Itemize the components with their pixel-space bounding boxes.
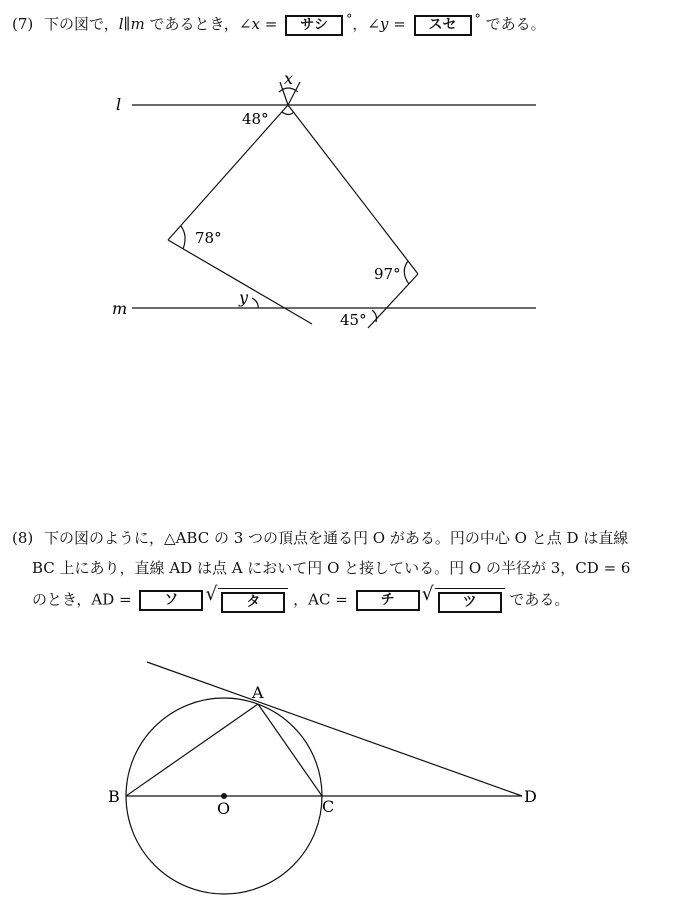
q8-figure: [0, 640, 685, 900]
label-b: B: [108, 787, 120, 806]
label-m: m: [112, 299, 128, 318]
answer-box-suse[interactable]: スセ: [414, 15, 472, 36]
q7-y: y: [379, 15, 389, 33]
q8-line-3: [32, 588, 569, 613]
q7-number: (7): [12, 15, 34, 33]
segment-left-lower: [168, 240, 312, 324]
label-l: l: [116, 95, 122, 114]
segment-ac: [258, 704, 322, 796]
label-y: y: [239, 288, 249, 307]
tangent-ad: [147, 662, 522, 796]
q8-text-2: BC 上にあり，直線 AD は点 A において円 O と接している。円 O の半径が 3，CD = 6: [32, 559, 631, 577]
arc-45: [372, 310, 377, 322]
q7-l: l: [118, 15, 124, 33]
answer-box-sashi[interactable]: サシ: [285, 15, 343, 36]
arc-48: [282, 112, 294, 115]
label-c: C: [322, 797, 335, 816]
label-o: O: [217, 799, 231, 818]
segment-top-left: [168, 105, 288, 240]
q7-text-2: であるとき，∠: [149, 15, 252, 33]
label-97: 97°: [374, 265, 401, 283]
arc-78: [181, 226, 185, 249]
q7-text-4: である。: [485, 15, 546, 33]
label-d: D: [524, 787, 537, 806]
segment-top-right: [288, 105, 418, 274]
q8-line-1: [12, 527, 628, 549]
q8-text-3a: のとき，AD =: [32, 590, 132, 609]
q7-text-3: ，∠: [352, 15, 380, 33]
answer-box-ta[interactable]: タ: [221, 592, 285, 613]
q8-line-2: [32, 557, 630, 579]
label-a: A: [252, 683, 264, 702]
arc-y: [252, 298, 258, 308]
label-45: 45°: [340, 311, 367, 329]
q8-number: (8): [12, 529, 34, 547]
answer-box-so[interactable]: ソ: [139, 590, 203, 611]
label-48: 48°: [242, 110, 269, 128]
segment-ab: [126, 704, 258, 796]
q8-text-3c: である。: [509, 590, 570, 609]
q8-text-3b: ，AC =: [293, 590, 348, 609]
label-x: x: [284, 69, 294, 88]
sqrt-2: [423, 588, 505, 613]
q7-x: x: [251, 15, 260, 33]
q7-parallel: ∥: [123, 15, 131, 33]
q7-eq-1: =: [264, 15, 278, 33]
label-78: 78°: [195, 229, 222, 247]
arc-97: [404, 261, 409, 284]
q8-text-1: 下の図のように，△ABC の 3 つの頂点を通る円 O がある。円の中心 O と点 D は直線: [44, 529, 629, 547]
q7-degree-2: °: [474, 11, 481, 26]
q7-degree-1: °: [346, 11, 353, 26]
answer-box-chi[interactable]: チ: [356, 590, 420, 611]
sqrt-1: [206, 588, 288, 613]
answer-box-tsu[interactable]: ツ: [438, 592, 502, 613]
q7-figure: [0, 60, 685, 410]
q7-text: [12, 8, 546, 36]
q7-text-1: 下の図で，: [44, 15, 119, 33]
q7-m: m: [130, 15, 145, 33]
q7-eq-2: =: [393, 15, 406, 33]
